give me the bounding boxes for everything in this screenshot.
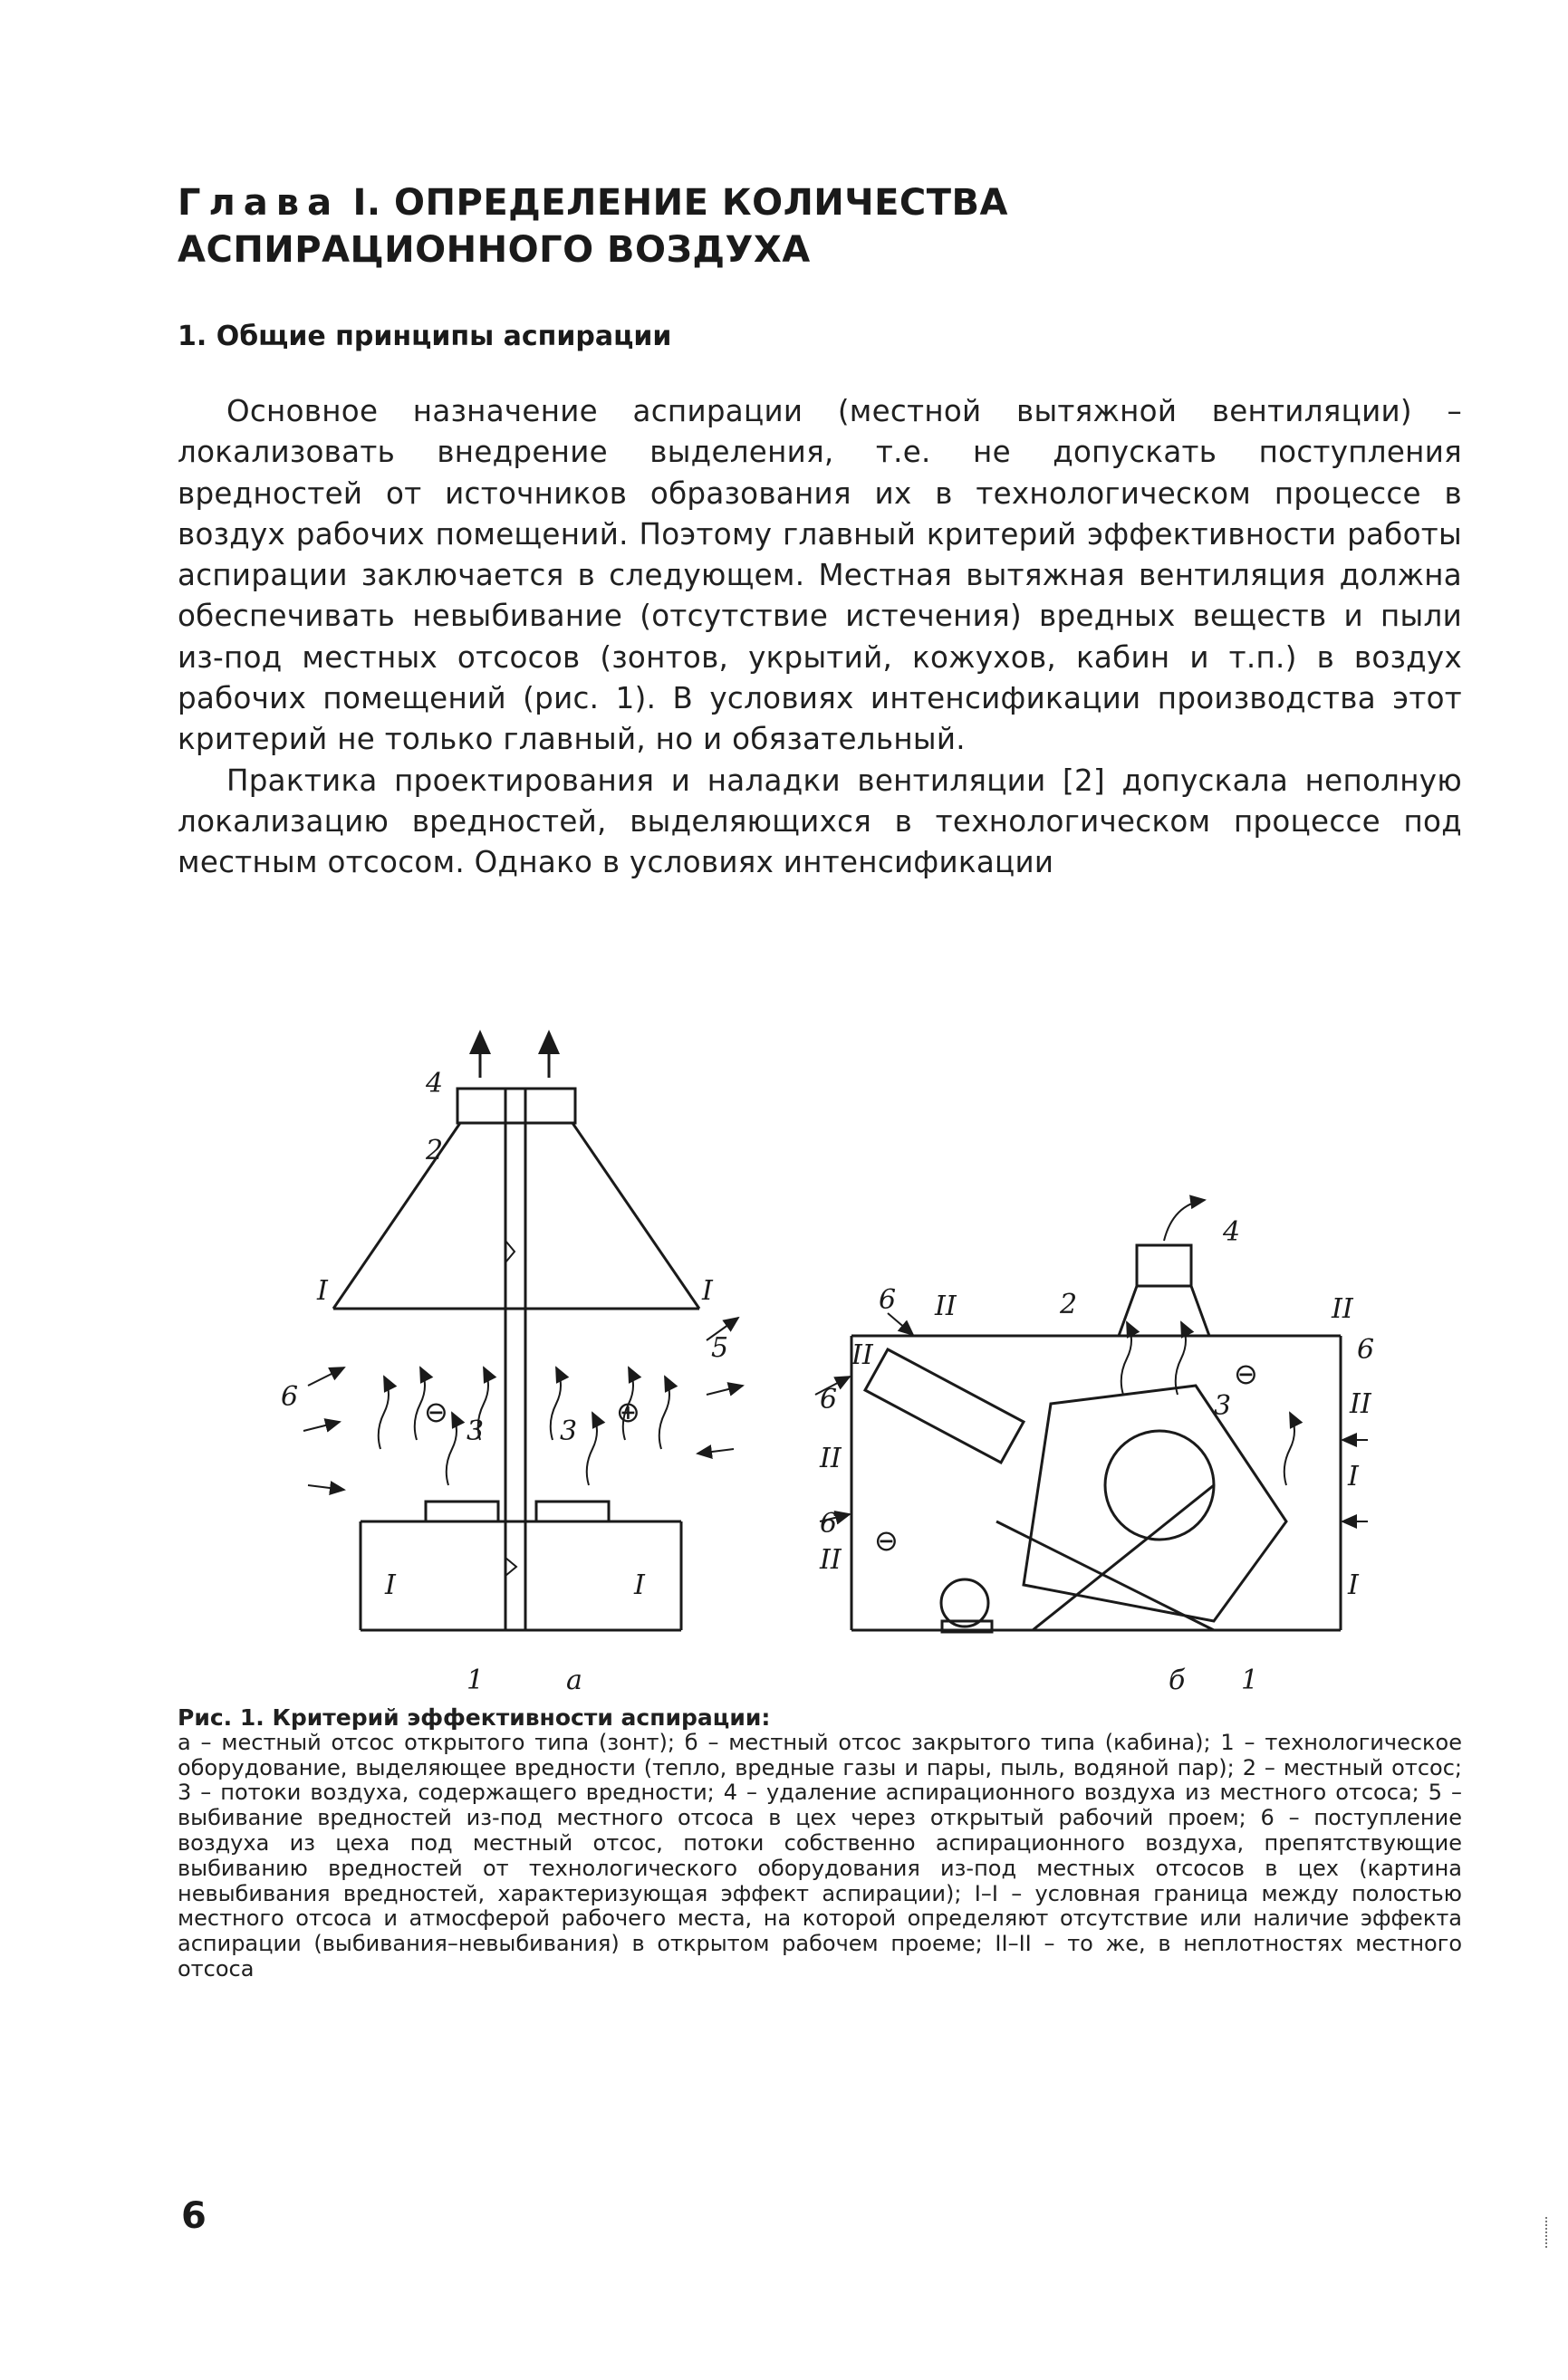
label-IIb-left-top: II bbox=[851, 1339, 873, 1371]
label-3a: 3 bbox=[467, 1416, 485, 1447]
label-sub-a: а bbox=[566, 1665, 582, 1696]
label-3a-2: 3 bbox=[560, 1416, 578, 1447]
body-text bbox=[178, 391, 1462, 884]
sign-plus-a: ⊕ bbox=[616, 1395, 640, 1429]
chapter-title-line2: АСПИРАЦИОННОГО ВОЗДУХА bbox=[178, 229, 811, 271]
label-1b: 1 bbox=[1241, 1665, 1259, 1696]
label-6b-left-2: 6 bbox=[820, 1508, 838, 1540]
label-6b-top: 6 bbox=[879, 1284, 897, 1316]
label-3b: 3 bbox=[1214, 1390, 1232, 1422]
chapter-title-line1: ОПРЕДЕЛЕНИЕ КОЛИЧЕСТВА bbox=[394, 182, 1008, 224]
hood-open-type bbox=[303, 1032, 743, 1630]
caption-body: а – местный отсос открытого типа (зонт); б – местный отсос закрытого типа (кабина); 1 – технологическое оборудование, выделяющее вредности (тепло, вредные газы и пары, пыль, водяной пар); 2 – местный отсос; 3 – потоки воздуха, содержащего вредности; 4 – удаление аспирационного воздуха из местного отсоса; 5 – выбивание вредностей из-под местного отсоса в цех через открытый рабочий проем; 6 – поступление воздуха из цеха под местный отсос, потоки собственно аспирационного воздуха, препятствующие выбиванию вредностей от технологического оборудования из-под местных отсосов в цех (картина невыбивания вредностей, характеризующая эффект аспирации); I–I – условная граница между полостью местного отсоса и атмосферой рабочего места, на которой определяют отсутствие или наличие эффекта аспирации (выбивания–невыбивания) в открытом рабочем проеме; II–II – то же, в неплотностях местного отсоса bbox=[178, 1729, 1462, 1982]
label-Ia-left: I bbox=[317, 1275, 328, 1307]
label-IIb-top: II bbox=[935, 1291, 957, 1322]
chapter-prefix: Глава bbox=[178, 182, 341, 224]
label-Ia-right: I bbox=[702, 1275, 713, 1307]
label-4b: 4 bbox=[1223, 1216, 1241, 1248]
section-title: 1. Общие принципы аспирации bbox=[178, 321, 672, 352]
label-Ib-right-2: I bbox=[1348, 1569, 1359, 1601]
page-number: 6 bbox=[181, 2195, 207, 2237]
label-Ib-right: I bbox=[1348, 1461, 1359, 1492]
label-IIb-left: II bbox=[820, 1443, 842, 1474]
label-IIb-right-top: II bbox=[1332, 1293, 1353, 1325]
scan-edge-mark bbox=[1545, 2217, 1550, 2248]
chapter-title bbox=[178, 179, 1446, 274]
figure-caption bbox=[178, 1705, 1462, 1982]
sign-minus-b: ⊖ bbox=[874, 1523, 899, 1558]
label-6a: 6 bbox=[281, 1381, 299, 1413]
label-IIb-left-2: II bbox=[820, 1544, 842, 1576]
label-sub-b: б bbox=[1169, 1665, 1186, 1696]
sign-minus-a: ⊖ bbox=[424, 1395, 448, 1429]
paragraph-1: Основное назначение аспирации (местной вытяжной вентиляции) – локализовать внедрение выделения, т.е. не допускать поступления вредностей от источников образования их в технологическом процессе в воздух рабочих помещений. Поэтому главный критерий эффективности работы аспирации заключается в следующем. Местная вытяжная вентиляция должна обеспечивать невыбивание (отсутствие истечения) вредных веществ и пыли из-под местных отсосов (зонтов, укрытий, кожухов, кабин и т.п.) в воздух рабочих помещений (рис. 1). В условиях интенсификации производства этот критерий не только главный, но и обязательный. bbox=[178, 394, 1462, 757]
label-6b-left: 6 bbox=[820, 1384, 838, 1416]
label-1a: 1 bbox=[467, 1665, 485, 1696]
figure-diagram bbox=[254, 1014, 1449, 1703]
label-5: 5 bbox=[711, 1332, 729, 1364]
hood-closed-type bbox=[815, 1200, 1368, 1632]
label-2a: 2 bbox=[426, 1135, 444, 1166]
figure-1 bbox=[254, 1014, 1449, 1703]
label-4a: 4 bbox=[426, 1068, 444, 1099]
label-Ia-bottom-right: I bbox=[634, 1569, 645, 1601]
figure-labels bbox=[281, 1068, 1374, 1696]
paragraph-2: Практика проектирования и наладки вентиляции [2] допускала неполную локализацию вредностей, выделяющихся в технологическом процессе под местным отсосом. Однако в условиях интенсификации bbox=[178, 763, 1462, 880]
label-6b-right: 6 bbox=[1357, 1334, 1375, 1366]
sign-minus-b-2: ⊖ bbox=[1234, 1357, 1258, 1391]
caption-title: Рис. 1. Критерий эффективности аспирации: bbox=[178, 1704, 771, 1731]
chapter-number: I. bbox=[352, 182, 381, 224]
label-Ia-bottom-left: I bbox=[385, 1569, 396, 1601]
label-IIb-right: II bbox=[1350, 1388, 1371, 1420]
label-2b: 2 bbox=[1060, 1289, 1078, 1320]
